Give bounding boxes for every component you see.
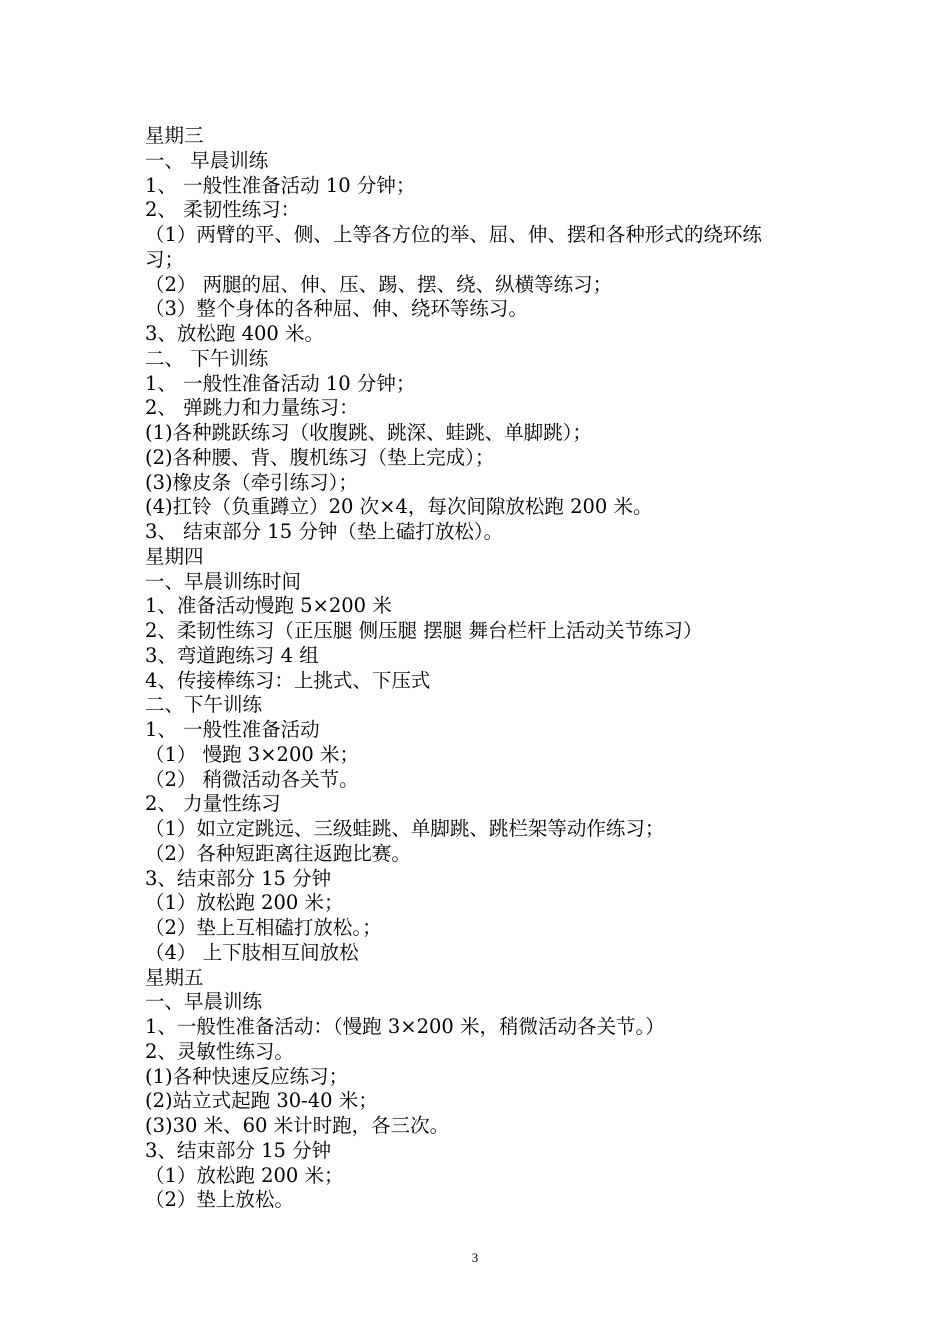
text-line: （1）放松跑 200 米； — [145, 1163, 344, 1187]
text-line: （1）放松跑 200 米； — [145, 891, 344, 915]
text-line: 2、 柔韧性练习： — [145, 198, 301, 222]
text-line: （4） 上下肢相互间放松 — [145, 940, 359, 964]
text-line: 2、 弹跳力和力量练习： — [145, 396, 359, 420]
text-line: （1）两臂的平、侧、上等各方位的举、屈、伸、摆和各种形式的绕环练 — [145, 223, 762, 246]
text-line: 2、柔韧性练习（正压腿 侧压腿 摆腿 舞台栏杆上活动关节练习） — [145, 619, 703, 642]
document-body — [145, 124, 825, 1213]
text-line: (4)扛铃（负重蹲立）20 次×4，每次间隙放松跑 200 米。 — [145, 495, 653, 519]
text-line: （2）各种短距离往返跑比赛。 — [145, 841, 411, 865]
section-heading: 一、早晨训练时间 — [145, 569, 302, 593]
text-line: （2） 两腿的屈、伸、压、踢、摆、绕、纵横等练习； — [145, 272, 613, 296]
text-line: 1、一般性准备活动：（慢跑 3×200 米，稍微活动各关节。） — [145, 1015, 665, 1038]
text-line: 3、结束部分 15 分钟 — [145, 1138, 332, 1162]
text-line: (1)各种快速反应练习； — [145, 1064, 349, 1088]
text-line: 1、准备活动慢跑 5×200 米 — [145, 594, 392, 618]
section-heading: 二、下午训练 — [145, 693, 263, 717]
text-line: 2、 力量性练习 — [145, 792, 281, 816]
text-line: (3)30 米、60 米计时跑，各三次。 — [145, 1114, 450, 1137]
text-line: 1、 一般性准备活动 — [145, 718, 320, 741]
text-line: 3、放松跑 400 米。 — [145, 322, 325, 345]
text-line: （1） 慢跑 3×200 米； — [145, 742, 359, 766]
text-line: (1)各种跳跃练习（收腹跳、跳深、蛙跳、单脚跳）； — [145, 421, 592, 444]
day-heading: 星期四 — [145, 544, 204, 568]
text-line: 2、灵敏性练习。 — [145, 1039, 294, 1063]
day-heading: 星期三 — [145, 124, 204, 147]
day-heading: 星期五 — [145, 965, 204, 989]
text-line: 4、传接棒练习：上挑式、下压式 — [145, 668, 431, 692]
text-line: 3、 结束部分 15 分钟（垫上磕打放松）。 — [145, 520, 504, 543]
text-line: 1、 一般性准备活动 10 分钟； — [145, 371, 416, 395]
text-line: (3)橡皮条（牵引练习）； — [145, 470, 358, 494]
text-line: （2） 稍微活动各关节。 — [145, 767, 359, 791]
section-heading: 一、早晨训练 — [145, 990, 263, 1014]
text-line: （2）垫上互相磕打放松。； — [145, 916, 382, 939]
text-line: 1、 一般性准备活动 10 分钟； — [145, 173, 416, 197]
section-heading: 二、 下午训练 — [145, 346, 269, 370]
text-line: (2)站立式起跑 30-40 米； — [145, 1089, 378, 1113]
text-line: （2）垫上放松。 — [145, 1188, 294, 1212]
text-line: 习； — [145, 247, 185, 271]
page-number: 3 — [471, 1250, 479, 1265]
text-line: 3、弯道跑练习 4 组 — [145, 643, 319, 667]
text-line: (2)各种腰、背、腹机练习（垫上完成）； — [145, 445, 495, 469]
section-heading: 一、 早晨训练 — [145, 148, 269, 172]
text-line: （1）如立定跳远、三级蛙跳、单脚跳、跳栏架等动作练习； — [145, 817, 665, 840]
text-line: （3）整个身体的各种屈、伸、绕环等练习。 — [145, 297, 528, 321]
text-line: 3、结束部分 15 分钟 — [145, 866, 332, 890]
